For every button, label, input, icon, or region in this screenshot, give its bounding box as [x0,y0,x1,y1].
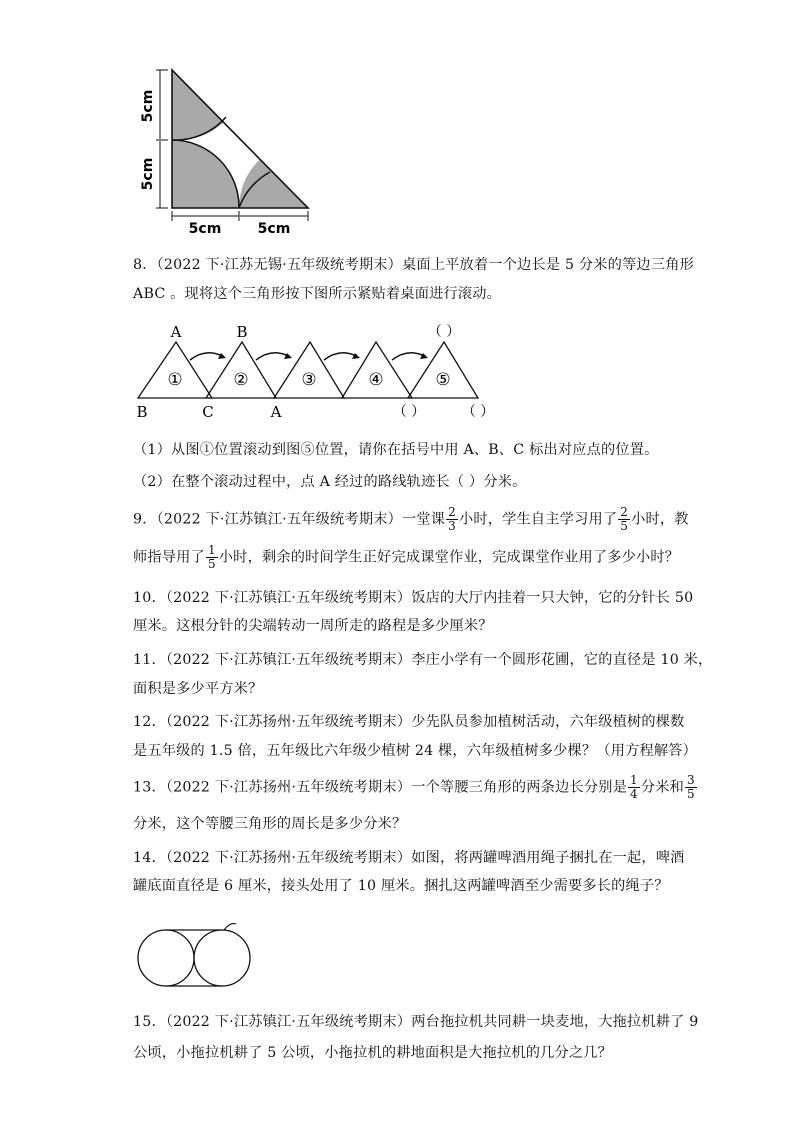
label-top-blank: （ ） [427,324,461,340]
label-bottom-B: B [136,403,148,421]
q8-line1: 8．（2022 下·江苏无锡·五年级统考期末）桌面上平放着一个边长是 5 分米的等边三角形 [133,257,694,273]
triangle-number-4: ④ [368,370,384,390]
q13-line1 [133,774,698,801]
label-bottom-A: A [270,403,282,421]
dim-label-left-bottom: 5cm [140,157,156,191]
q9-frac3-den: 5 [207,557,216,571]
label-bottom-C: C [202,403,214,421]
q13-frac2-den: 5 [687,787,695,801]
dim-label-left-top: 5cm [140,89,156,123]
q9-fraction-2 [618,506,630,533]
roll-arrow-4 [392,353,424,360]
two-cans-figure [132,918,262,992]
q15-line1: 15．（2022 下·江苏镇江·五年级统考期末）两台拖拉机共同耕一块麦地，大拖拉机耕了 9 [133,1014,699,1030]
triangle-number-1: ① [167,370,183,390]
q13-line2: 分米，这个等腰三角形的周长是多少分米？ [133,816,407,832]
can-circle-left [138,930,194,986]
q9-text-2: 小时，学生自主学习用了 [458,511,618,528]
q9-text-4: 师指导用了 [133,549,205,566]
q11-line2: 面积是多少平方米？ [133,681,263,697]
dim-label-bottom-left: 5cm [188,221,222,237]
roll-arrow-2 [256,353,288,360]
q9-frac1-num: 2 [448,505,456,519]
q9-text-3: 小时，教 [631,511,689,528]
q9-frac2-den: 5 [620,519,629,533]
q9-fraction-3 [206,544,218,571]
q9-frac1-den: 3 [448,519,456,533]
q9-text-1: 9．（2022 下·江苏镇江·五年级统考期末）一堂课 [133,511,446,528]
triangle-number-3: ③ [301,370,317,390]
q9-line2 [133,544,679,571]
label-top-A: A [170,323,182,341]
q9-frac3-num: 1 [207,543,216,557]
rope-knot [224,924,236,930]
q11-line1: 11．（2022 下·江苏镇江·五年级统考期末）李庄小学有一个圆形花圃，它的直径是 10 米， [133,652,713,668]
q14-line1: 14．（2022 下·江苏扬州·五年级统考期末）如图，将两罐啤酒用绳子捆扎在一起，啤酒 [133,850,685,866]
rolling-triangles-figure [130,322,500,424]
can-circle-right [194,930,250,986]
q14-line2: 罐底面直径是 6 厘米，接头处用了 10 厘米。捆扎这两罐啤酒至少需要多长的绳子？ [133,878,669,894]
q13-text-2: 分米和 [640,779,685,796]
label-bottom-blank-1: （ ） [392,404,426,420]
q13-frac2-num: 3 [687,773,695,787]
q12-line2: 是五年级的 1.5 倍，五年级比六年级少植树 24 棵，六年级植树多少棵？（用方程解答） [133,743,698,759]
q13-frac1-den: 4 [630,787,638,801]
q10-line1: 10．（2022 下·江苏镇江·五年级统考期末）饭店的大厅内挂着一只大钟，它的分针长 50 [133,590,694,606]
label-bottom-blank-2: （ ） [461,404,495,420]
roll-arrow-1 [190,353,222,360]
q9-fraction-1 [446,506,458,533]
q13-frac1-num: 1 [630,773,638,787]
q10-line2: 厘米。这根分针的尖端转动一周所走的路程是多少厘米？ [133,618,493,634]
q13-text-1: 13．（2022 下·江苏扬州·五年级统考期末）一个等腰三角形的两条边长分别是 [133,779,628,796]
q8-sub2: （2）在整个滚动过程中，点 A 经过的路线轨迹长（ ）分米。 [133,474,527,490]
q9-text-5: 小时，剩余的时间学生正好完成课堂作业，完成课堂作业用了多少小时？ [218,549,680,566]
triangle-number-5: ⑤ [435,370,451,390]
q13-fraction-1 [628,774,640,801]
triangle-number-2: ② [233,370,249,390]
q12-line1: 12．（2022 下·江苏扬州·五年级统考期末）少先队员参加植树活动，六年级植树的棵数 [133,714,685,730]
q15-line2: 公顷，小拖拉机耕了 5 公顷，小拖拉机的耕地面积是大拖拉机的几分之几？ [133,1045,613,1061]
dim-label-bottom-right: 5cm [257,221,291,237]
q9-frac2-num: 2 [620,505,629,519]
q9-line1 [133,506,689,533]
shaded-triangle-figure [130,60,330,240]
q13-fraction-2 [685,774,697,801]
roll-arrow-3 [324,353,356,360]
q8-sub1: （1）从图①位置滚动到图⑤位置，请你在括号中用 A、B、C 标出对应点的位置。 [133,442,659,458]
label-top-B: B [236,323,248,341]
q8-line2: ABC 。现将这个三角形按下图所示紧贴着桌面进行滚动。 [133,286,502,302]
